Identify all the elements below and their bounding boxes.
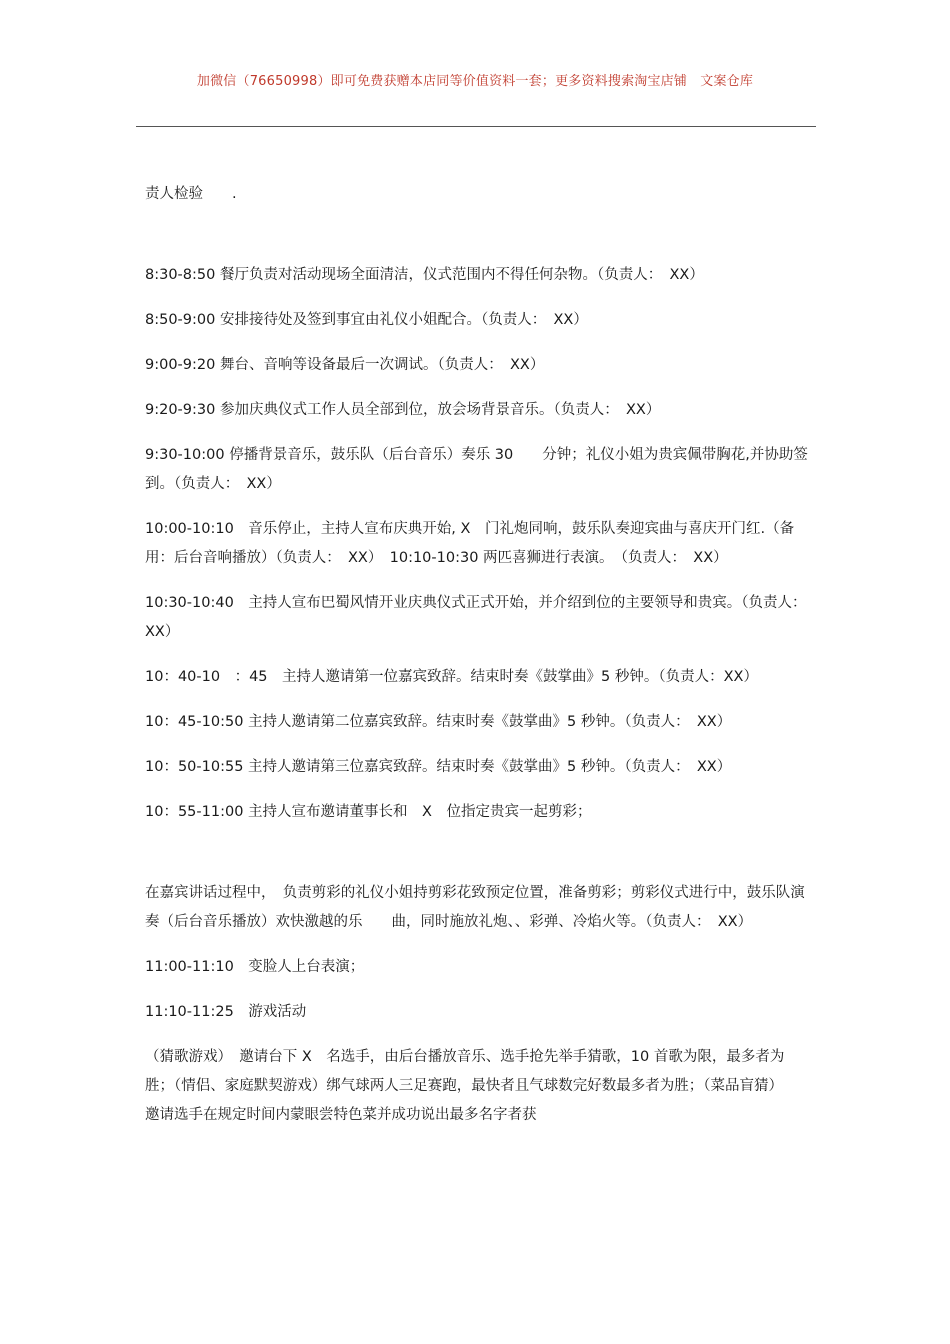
schedule-item: 10：40-10 ：45 主持人邀请第一位嘉宾致辞。结束时奏《鼓掌曲》5 秒钟。（负责人：XX） [145, 669, 758, 685]
schedule-item: 10:00-10:10 音乐停止，主持人宣布庆典开始, X 门礼炮同响，鼓乐队奏迎宾曲与喜庆开门红.（备用：后台音响播放）（负责人： XX） 10:10-10:30 两匹喜狮进行表演。 （负责人： XX） [145, 521, 795, 566]
schedule-item: 9:20-9:30 参加庆典仪式工作人员全部到位，放会场背景音乐。（负责人： XX） [145, 402, 661, 418]
paragraph-intro: 责人检验 . [145, 186, 237, 202]
schedule-item: 9:30-10:00 停播背景音乐，鼓乐队（后台音乐）奏乐 30 分钟；礼仪小姐为贵宾佩带胸花,并协助签到。（负责人： XX） [145, 447, 808, 492]
schedule-item: 10：50-10:55 主持人邀请第三位嘉宾致辞。结束时奏《鼓掌曲》5 秒钟。（负责人： XX） [145, 759, 732, 775]
schedule-item: 8:50-9:00 安排接待处及签到事宜由礼仪小姐配合。（负责人： XX） [145, 312, 588, 328]
schedule-item: 10：45-10:50 主持人邀请第二位嘉宾致辞。结束时奏《鼓掌曲》5 秒钟。（负责人： XX） [145, 714, 732, 730]
schedule-item: 10:30-10:40 主持人宣布巴蜀风情开业庆典仪式正式开始，并介绍到位的主要领导和贵宾。（负责人： XX） [145, 595, 814, 640]
schedule-item: 11:00-11:10 变脸人上台表演； [145, 959, 365, 975]
header-promo-text: 加微信（76650998）即可免费获赠本店同等价值资料一套；更多资料搜索淘宝店铺 文案仓库 [196, 74, 754, 89]
header-divider [136, 126, 816, 127]
schedule-item: 8:30-8:50 餐厅负责对活动现场全面清洁，仪式范围内不得任何杂物。（负责人： XX） [145, 267, 704, 283]
schedule-item: 11:10-11:25 游戏活动 [145, 1004, 307, 1020]
paragraph-ribbon-cutting: 在嘉宾讲话过程中， 负责剪彩的礼仪小姐持剪彩花致预定位置，准备剪彩；剪彩仪式进行中，鼓乐队演奏（后台音乐播放）欢快激越的乐 曲，同时施放礼炮、、彩弹、冷焰火等。（负责人： XX） [145, 885, 805, 930]
paragraph-games: （猜歌游戏） 邀请台下 X 名选手，由后台播放音乐、选手抢先举手猜歌，10 首歌为限，最多者为胜；（情侣、家庭默契游戏）绑气球两人三足赛跑，最快者且气球数完好数最多者为胜；（菜品盲猜） 邀请选手在规定时间内蒙眼尝特色菜并成功说出最多名字者获 [145, 1049, 805, 1123]
document-body [145, 180, 814, 1130]
schedule-item: 9:00-9:20 舞台、音响等设备最后一次调试。（负责人： XX） [145, 357, 545, 373]
schedule-item: 10：55-11:00 主持人宣布邀请董事长和 X 位指定贵宾一起剪彩； [145, 804, 592, 820]
